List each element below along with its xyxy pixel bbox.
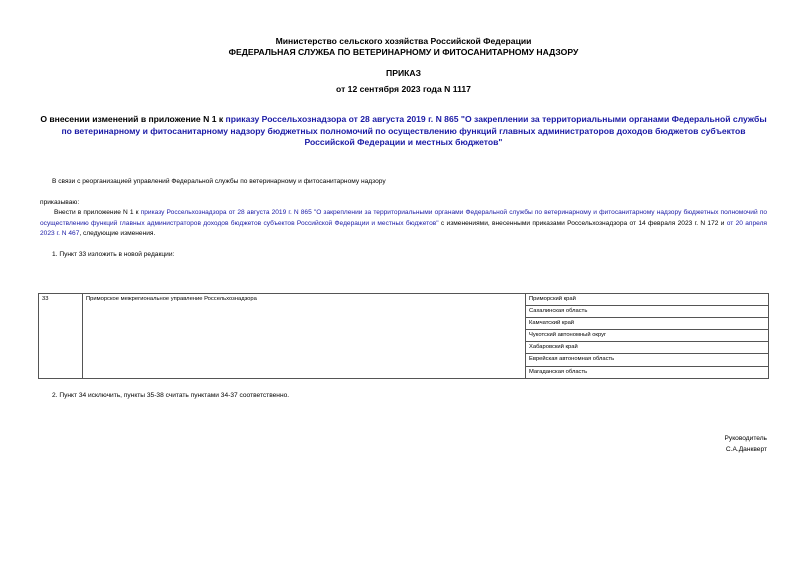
amendment-paragraph [40, 208, 767, 240]
amendment-start: Внести в приложение N 1 к [54, 209, 141, 216]
title-prefix: О внесении изменений в приложение N 1 к [40, 114, 226, 124]
amendment-end: , следующие изменения. [79, 230, 156, 237]
region-cell: Приморский край [526, 294, 769, 306]
region-cell: Чукотский автономный округ [526, 330, 769, 342]
regions-table [38, 293, 769, 379]
title-order-link[interactable]: приказу Россельхознадзора от 28 августа 2019 г. N 865 "О закреплении за территориальными органами Федеральной службы по ветеринарному и фитосанитарному надзору бюджетных полномочий по осуществлению функций главных администраторов доходов бюджетов субъектов Российской Федерации и местных бюджетов" [61, 114, 767, 147]
region-cell: Камчатский край [526, 318, 769, 330]
order-word: приказываю: [40, 199, 80, 206]
order-865-link[interactable]: приказу Россельхознадзора от 28 августа 2019 г. N 865 "О закреплении за территориальными органами Федеральной службы по ветеринарному и фитосанитарному надзору бюджетных полномочий по осуществлению функций главных администраторов доходов бюджетов субъектов Российской Федерации и местных бюджетов" [40, 209, 767, 227]
region-cell: Магаданская область [526, 366, 769, 378]
order-date-line: от 12 сентября 2023 года N 1117 [336, 84, 471, 94]
signature-role: Руководитель [724, 435, 767, 442]
amendment-middle: с изменениями, внесенными приказами Россельхознадзора от 14 февраля 2023 г. N 172 и [438, 219, 727, 227]
document-title [40, 114, 767, 149]
row-number: 33 [39, 294, 83, 379]
org-name: Приморское межрегиональное управление Россельхознадзора [83, 294, 526, 379]
signature-name: С.А.Данкверт [725, 446, 767, 453]
region-cell: Еврейская автономная область [526, 354, 769, 366]
service-heading: ФЕДЕРАЛЬНАЯ СЛУЖБА ПО ВЕТЕРИНАРНОМУ И ФИТОСАНИТАРНОМУ НАДЗОРУ [228, 47, 579, 57]
ministry-heading: Министерство сельского хозяйства Российской Федерации [275, 36, 532, 46]
region-cell: Хабаровский край [526, 342, 769, 354]
region-cell: Сахалинская область [526, 306, 769, 318]
item-1: 1. Пункт 33 изложить в новой редакции: [52, 251, 175, 258]
table-row [39, 294, 769, 306]
intro-paragraph: В связи с реорганизацией управлений Федеральной службы по ветеринарному и фитосанитарному надзору [52, 178, 386, 185]
item-2: 2. Пункт 34 исключить, пункты 35-38 считать пунктами 34-37 соответственно. [52, 392, 290, 399]
order-467-link[interactable]: от 20 апреля 2023 г. N 467 [40, 219, 768, 237]
doc-type-heading: ПРИКАЗ [386, 68, 421, 78]
